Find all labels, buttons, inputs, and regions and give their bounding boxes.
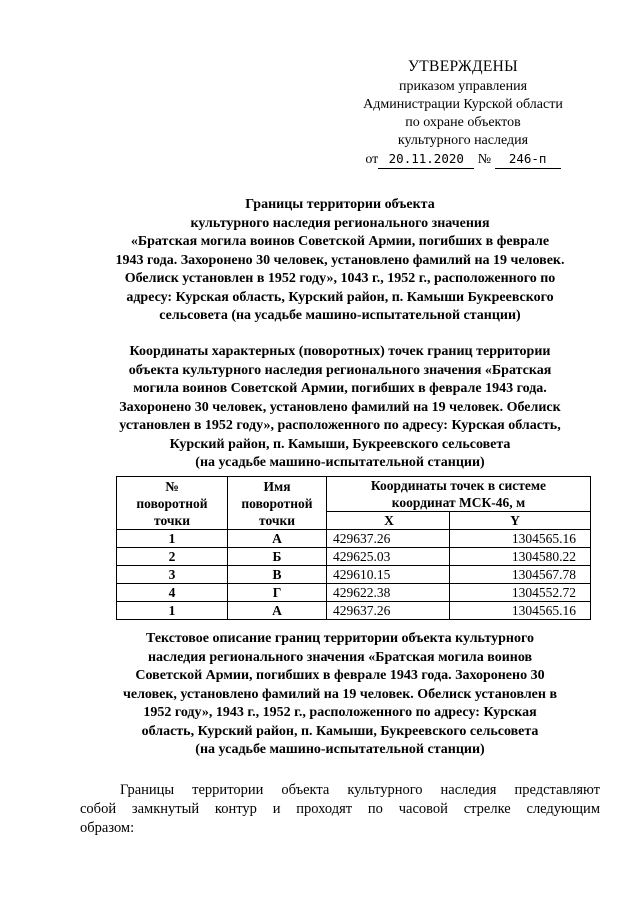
- approval-line: приказом управления: [398, 79, 528, 94]
- header-text: поворотной: [241, 495, 313, 511]
- order-number: 246-п: [495, 150, 561, 169]
- heading-line: Текстовое описание границ территории объекта культурного: [146, 631, 534, 646]
- heading-line: Координаты характерных (поворотных) точек границ территории: [129, 344, 551, 359]
- approval-line: по охране объектов: [405, 115, 521, 130]
- header-coordinates: [327, 477, 591, 512]
- heading-line: 1952 году», 1943 г., 1952 г., расположенного по адресу: Курская: [143, 705, 537, 720]
- heading-line: наследия регионального значения «Братская могила воинов: [147, 649, 533, 665]
- cell-num: 1: [117, 530, 228, 548]
- heading-line: 1943 года. Захоронено 30 человек, установлено фамилий на 19 человек.: [115, 252, 565, 268]
- paragraph-line: Границы территории объекта культурного наследия представляют: [120, 782, 600, 798]
- number-prefix: №: [477, 152, 492, 167]
- heading-line: установлен в 1952 году», расположенного по адресу: Курская область,: [119, 418, 561, 433]
- table-header-row: [117, 477, 591, 512]
- approval-title: УТВЕРЖДЕНЫ: [408, 58, 518, 75]
- cell-name: А: [228, 602, 327, 620]
- heading-line: объекта культурного наследия регионального значения «Братская: [128, 362, 552, 378]
- cell-y: 1304565.16: [450, 602, 591, 620]
- header-text: Имя: [263, 478, 291, 494]
- paragraph-line: собой замкнутый контур и проходят по часовой стрелке следующим: [80, 801, 600, 817]
- approval-line: культурного наследия: [397, 133, 529, 148]
- cell-num: 2: [117, 548, 228, 566]
- heading-line: Захоронено 30 человек, установлено фамилий на 19 человек. Обелиск: [119, 399, 561, 415]
- heading-line: человек, установлено фамилий на 19 человек. Обелиск установлен в: [122, 686, 558, 702]
- paragraph-line: образом:: [80, 820, 135, 836]
- cell-y: 1304580.22: [450, 548, 591, 566]
- header-text: точки: [258, 512, 296, 528]
- cell-x: 429637.26: [327, 530, 450, 548]
- cell-name: В: [228, 566, 327, 584]
- header-y: Y: [450, 512, 591, 530]
- body-paragraph: [80, 781, 600, 838]
- cell-name: Б: [228, 548, 327, 566]
- table-row: [117, 548, 591, 566]
- heading-line: сельсовета (на усадьбе машино-испытательной станции): [159, 308, 521, 323]
- heading-line: Советской Армии, погибших в феврале 1943 года. Захоронено 30: [135, 668, 545, 683]
- approval-block: [320, 58, 606, 168]
- cell-num: 3: [117, 566, 228, 584]
- heading-line: (на усадьбе машино-испытательной станции): [195, 742, 485, 757]
- heading-line: культурного наследия регионального значения: [190, 215, 490, 231]
- heading-line: «Братская могила воинов Советской Армии, погибших в феврале: [130, 234, 550, 249]
- header-point-name: [228, 477, 327, 530]
- header-text: поворотной: [136, 495, 208, 511]
- date-prefix: от: [365, 152, 379, 167]
- header-x: X: [327, 512, 450, 530]
- heading-line: (на усадьбе машино-испытательной станции): [195, 455, 485, 470]
- order-date: 20.11.2020: [378, 150, 474, 169]
- heading-line: область, Курский район, п. Камыши, Букреевского сельсовета: [141, 723, 539, 739]
- approval-line: Администрации Курской области: [363, 97, 563, 112]
- header-text: координат МСК-46, м: [391, 495, 526, 510]
- heading-line: Курский район, п. Камыши, Букреевского сельсовета: [169, 436, 511, 452]
- cell-name: А: [228, 530, 327, 548]
- header-text: №: [165, 478, 179, 494]
- cell-x: 429637.26: [327, 602, 450, 620]
- table-row: [117, 602, 591, 620]
- cell-x: 429610.15: [327, 566, 450, 584]
- cell-num: 4: [117, 584, 228, 602]
- cell-y: 1304567.78: [450, 566, 591, 584]
- order-date-number: [320, 150, 606, 168]
- cell-name: Г: [228, 584, 327, 602]
- cell-y: 1304552.72: [450, 584, 591, 602]
- heading-line: могила воинов Советской Армии, погибших в феврале 1943 года.: [133, 381, 547, 396]
- heading-line: Обелиск установлен в 1952 году», 1043 г., 1952 г., расположенного по: [124, 271, 556, 286]
- cell-x: 429625.03: [327, 548, 450, 566]
- cell-y: 1304565.16: [450, 530, 591, 548]
- section-heading-text-description: [80, 630, 600, 760]
- cell-num: 1: [117, 602, 228, 620]
- cell-x: 429622.38: [327, 584, 450, 602]
- header-text: Координаты точек в системе: [370, 478, 547, 493]
- header-text: точки: [153, 512, 191, 528]
- section-heading-coordinates: [80, 343, 600, 473]
- coordinates-table: [116, 476, 591, 620]
- heading-line: Границы территории объекта: [245, 197, 435, 212]
- section-heading-boundaries: [80, 196, 600, 326]
- table-row: [117, 584, 591, 602]
- heading-line: адресу: Курская область, Курский район, п. Камыши Букреевского: [126, 289, 554, 305]
- header-point-number: [117, 477, 228, 530]
- table-row: [117, 566, 591, 584]
- table-row: [117, 530, 591, 548]
